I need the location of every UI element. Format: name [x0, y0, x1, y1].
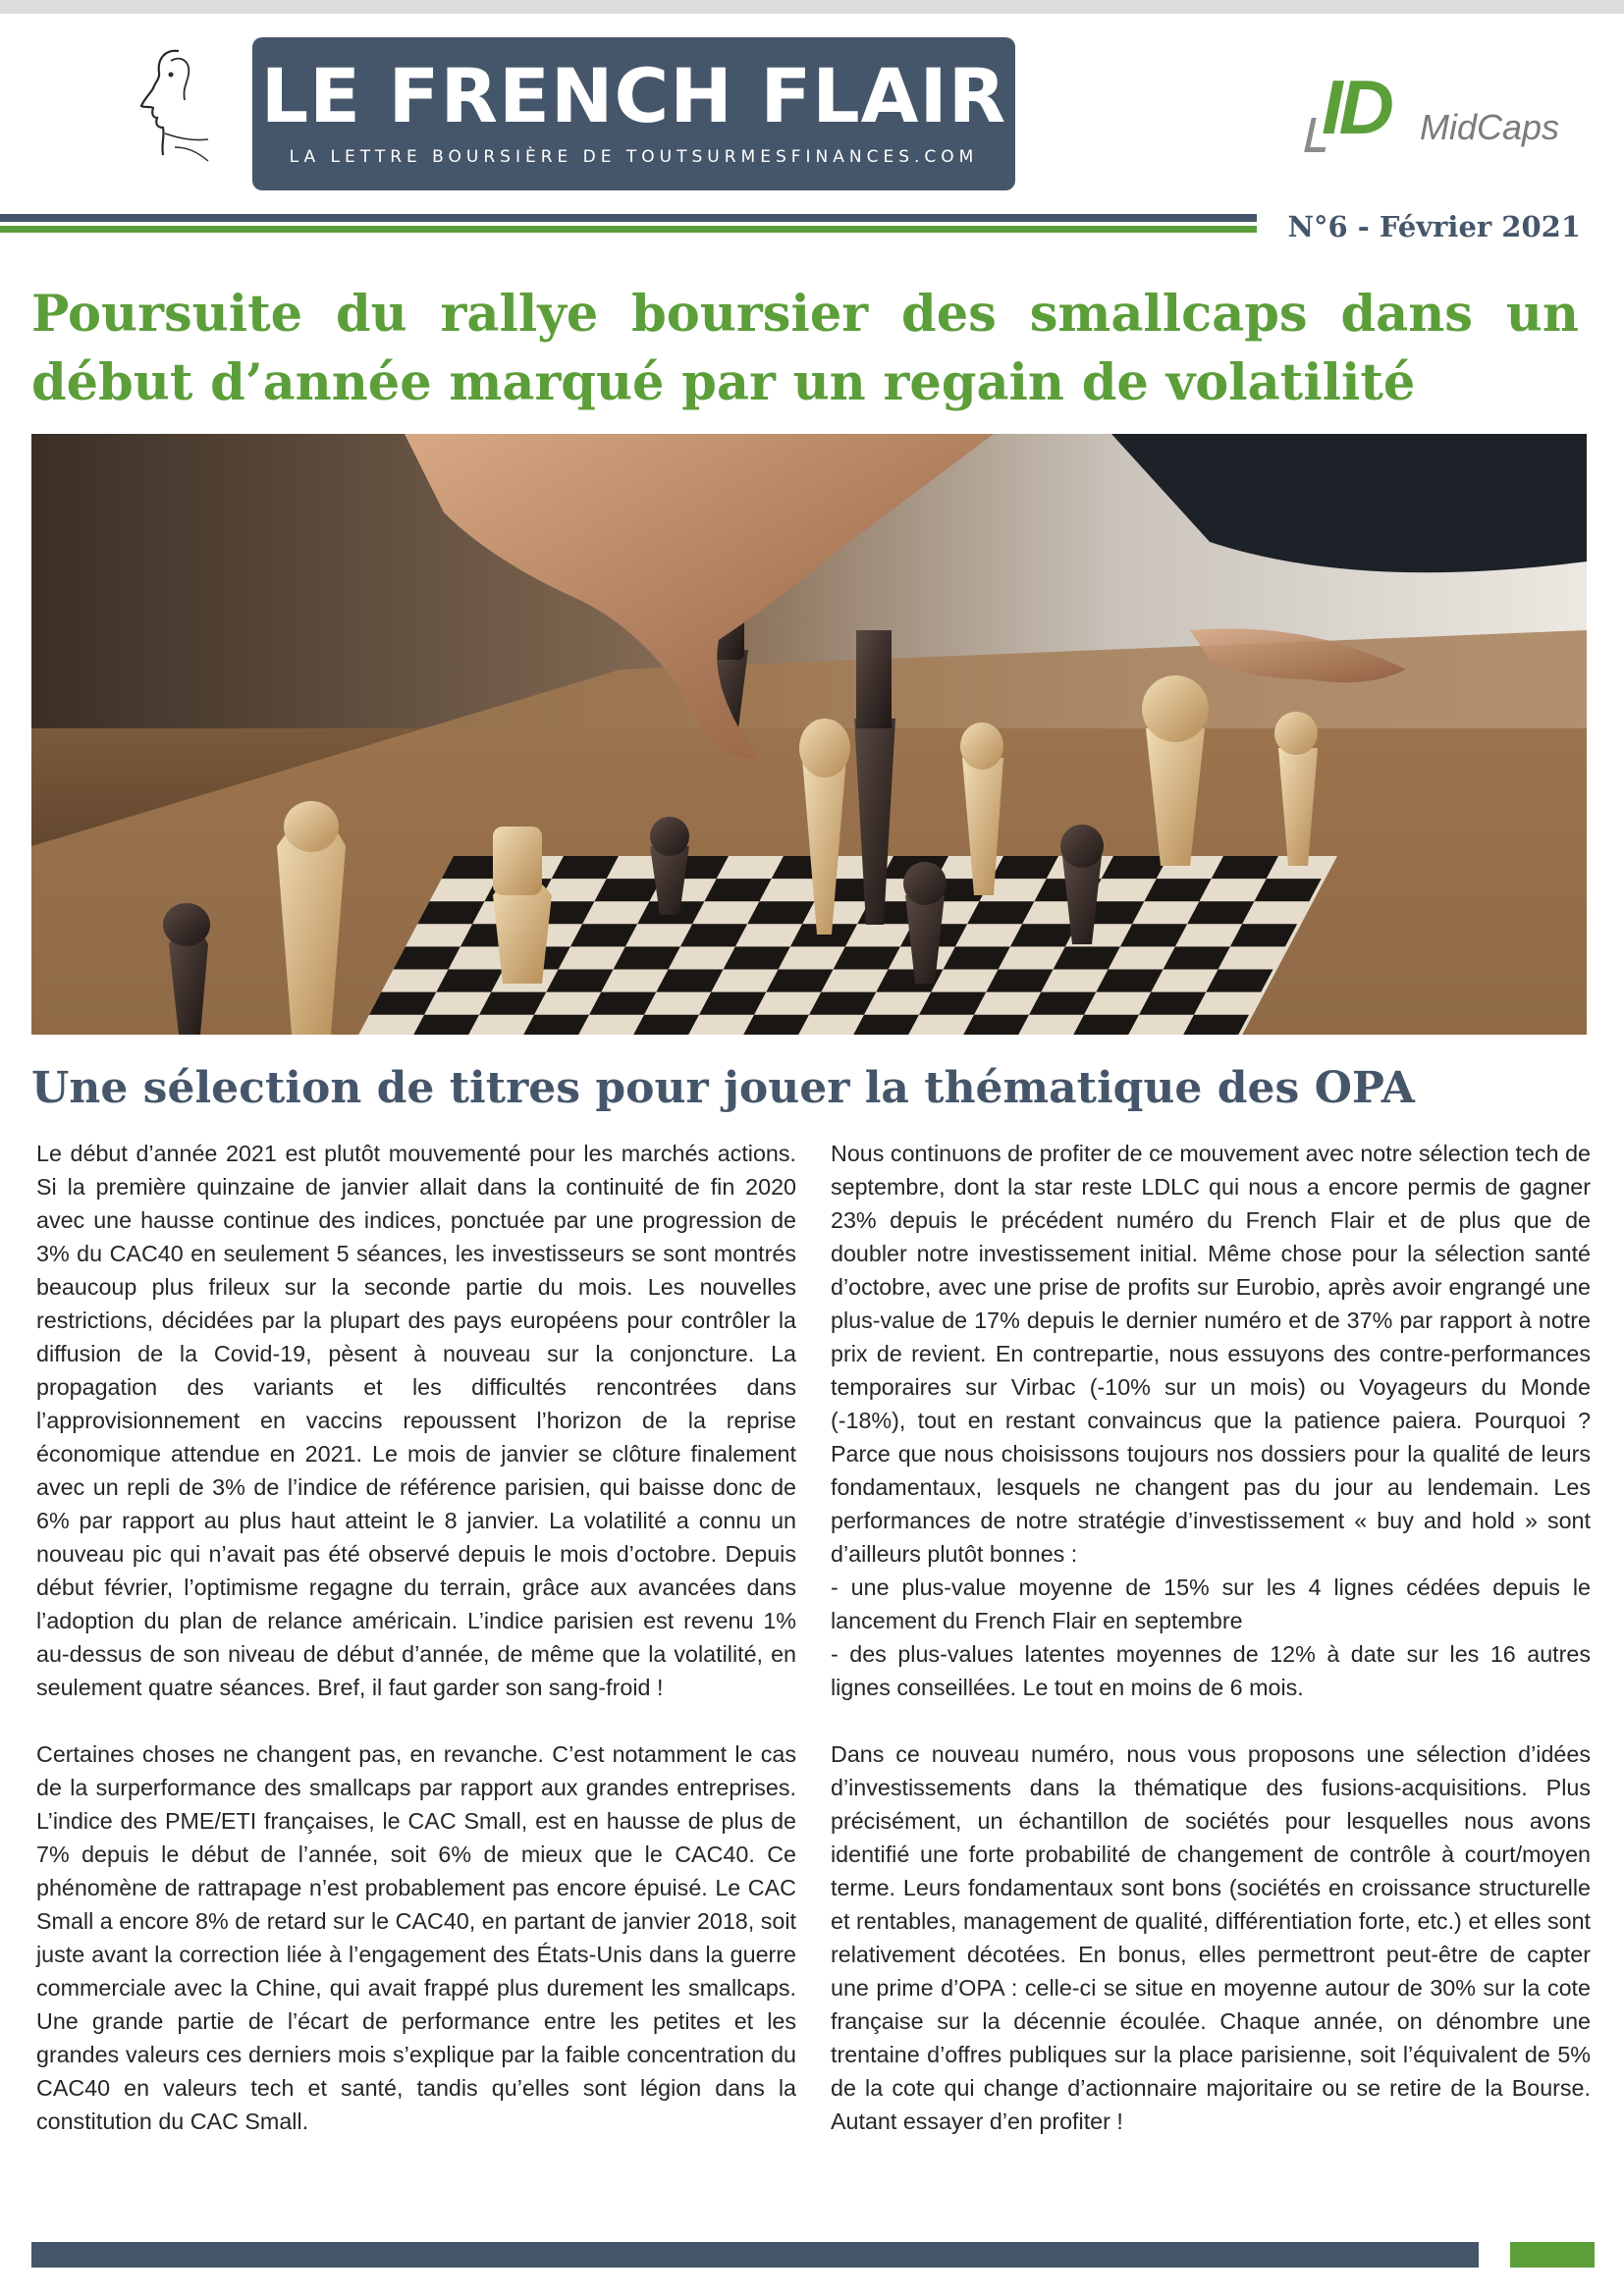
top-border	[0, 0, 1624, 14]
article-right-column	[831, 1137, 1591, 2138]
masthead-banner	[252, 37, 1015, 190]
footer-rule-green	[1510, 2242, 1595, 2268]
paragraph-gap	[36, 1704, 796, 1737]
page-headline: Poursuite du rallye boursier des smallcaps dans un début d’année marqué par un regain de volatilité	[31, 285, 1579, 412]
footer-rule-navy	[31, 2242, 1479, 2268]
bullet-sold-lines: - une plus-value moyenne de 15% sur les 4 lignes cédées depuis le lancement du French Flair en septembre	[831, 1575, 1591, 1633]
bullet-open-lines: - des plus-values latentes moyennes de 12% à date sur les 16 autres lignes conseillées. Le tout en moins de 6 mois.	[831, 1641, 1591, 1700]
paragraph-gap	[831, 1704, 1591, 1737]
logo-id-text: ID	[1322, 64, 1390, 150]
header-rule-green	[0, 226, 1257, 233]
masthead-title: LE FRENCH FLAIR	[260, 52, 1007, 139]
paragraph-opa-selection: Dans ce nouveau numéro, nous vous proposons une sélection d’idées d’investissements dans la thématique des fusions-acquisitions. Plus précisément, un échantillon de sociétés pour lesquelles nous avons identifié une forte probabilité de changement de contrôle à court/moyen terme. Leurs fondamentaux sont bons (sociétés en croissance structurelle et rentables, management de qualité, différentiation forte, etc.) et elles sont relativement décotées. En bonus, elles permettront peut-être de capter une prime d’OPA : celle-ci se situe en moyenne autour de 30% sur la cote française sur la décennie écoulée. Chaque année, on dénombre une trentaine d’offres publiques sur la place parisienne, soit l’équivalent de 5% de la cote qui change d’actionnaire majoritaire ou se retire de la Bourse. Autant essayer d’en profiter !	[831, 1741, 1591, 2134]
paragraph-market-overview: Le début d’année 2021 est plutôt mouvementé pour les marchés actions. Si la première quinzaine de janvier allait dans la continuité de fin 2020 avec une hausse continue des indices, ponctuée par une progression de 3% du CAC40 en seulement 5 séances, les investisseurs se sont montrés beaucoup plus frileux sur la seconde partie du mois. Les nouvelles restrictions, décidées par la plupart des pays européens pour contrôler la diffusion de la Covid-19, pèsent à nouveau sur la conjoncture. La propagation des variants et les difficultés rencontrées dans l’approvisionnement en vaccins repoussent l’horizon de la reprise économique attendue en 2021. Le mois de janvier se clôture finalement avec un repli de 3% de l’indice de référence parisien, qui baisse donc de 6% par rapport au plus haut atteint le 8 janvier. La volatilité a connu un nouveau pic qui n’avait pas été observé depuis le mois d’octobre. Depuis début février, l’optimisme regagne du terrain, grâce aux avancées dans l’adoption du plan de relance américain. L’indice parisien est revenu 1% au-dessus de son niveau de début d’année, de même que la volatilité, en seulement quatre séances. Bref, il faut garder son sang-froid !	[36, 1141, 796, 1700]
article-left-column	[36, 1137, 796, 2138]
idmidcaps-logo	[1304, 64, 1569, 167]
header-rule-navy	[0, 214, 1257, 222]
paragraph-smallcaps: Certaines choses ne changent pas, en revanche. C’est notamment le cas de la surperformance des smallcaps par rapport aux grandes entreprises. L’indice des PME/ETI françaises, le CAC Small, est en hausse de plus de 7% depuis le début de l’année, soit 6% de mieux que le CAC40. Ce phénomène de rattrapage n’est probablement pas encore épuisé. Le CAC Small a encore 8% de retard sur le CAC40, en partant de janvier 2018, soit juste avant la correction liée à l’engagement des États-Unis dans la guerre commerciale avec la Chine, qui avait frappé plus durement les smallcaps. Une grande partie de l’écart de performance entre les petites et les grandes valeurs ces derniers mois s’explique par la faible concentration du CAC40 en valeurs tech et santé, tandis qu’elles sont légion dans la constitution du CAC Small.	[36, 1741, 796, 2134]
head-profile-sketch-icon	[135, 45, 212, 165]
section-title: Une sélection de titres pour jouer la thématique des OPA	[31, 1063, 1415, 1113]
masthead-subtitle: LA LETTRE BOURSIÈRE DE TOUTSURMESFINANCES.COM	[289, 147, 979, 167]
chess-hero-image	[31, 434, 1587, 1035]
logo-midcaps-text: MidCaps	[1420, 107, 1560, 147]
paragraph-performance: Nous continuons de profiter de ce mouvement avec notre sélection tech de septembre, dont la star reste LDLC qui nous a encore permis de gagner 23% depuis le précédent numéro du French Flair et de plus que de doubler notre investissement initial. Même chose pour la sélection santé d’octobre, avec une prise de profits sur Eurobio, après avoir engrangé une plus-value de 17% depuis le dernier numéro et de 37% par rapport à notre prix de revient. En contrepartie, nous essuyons des contre-performances temporaires sur Virbac (-10% sur un mois) ou Voyageurs du Monde (-18%), tout en restant convaincus que la patience paiera. Pourquoi ? Parce que nous choisissons toujours nos dossiers pour la qualité de leurs fondamentaux, lesquels ne changent pas du jour au lendemain. Les performances de notre stratégie d’investissement « buy and hold » sont d’ailleurs plutôt bonnes :	[831, 1141, 1591, 1567]
issue-number: N°6 - Février 2021	[1287, 210, 1581, 243]
